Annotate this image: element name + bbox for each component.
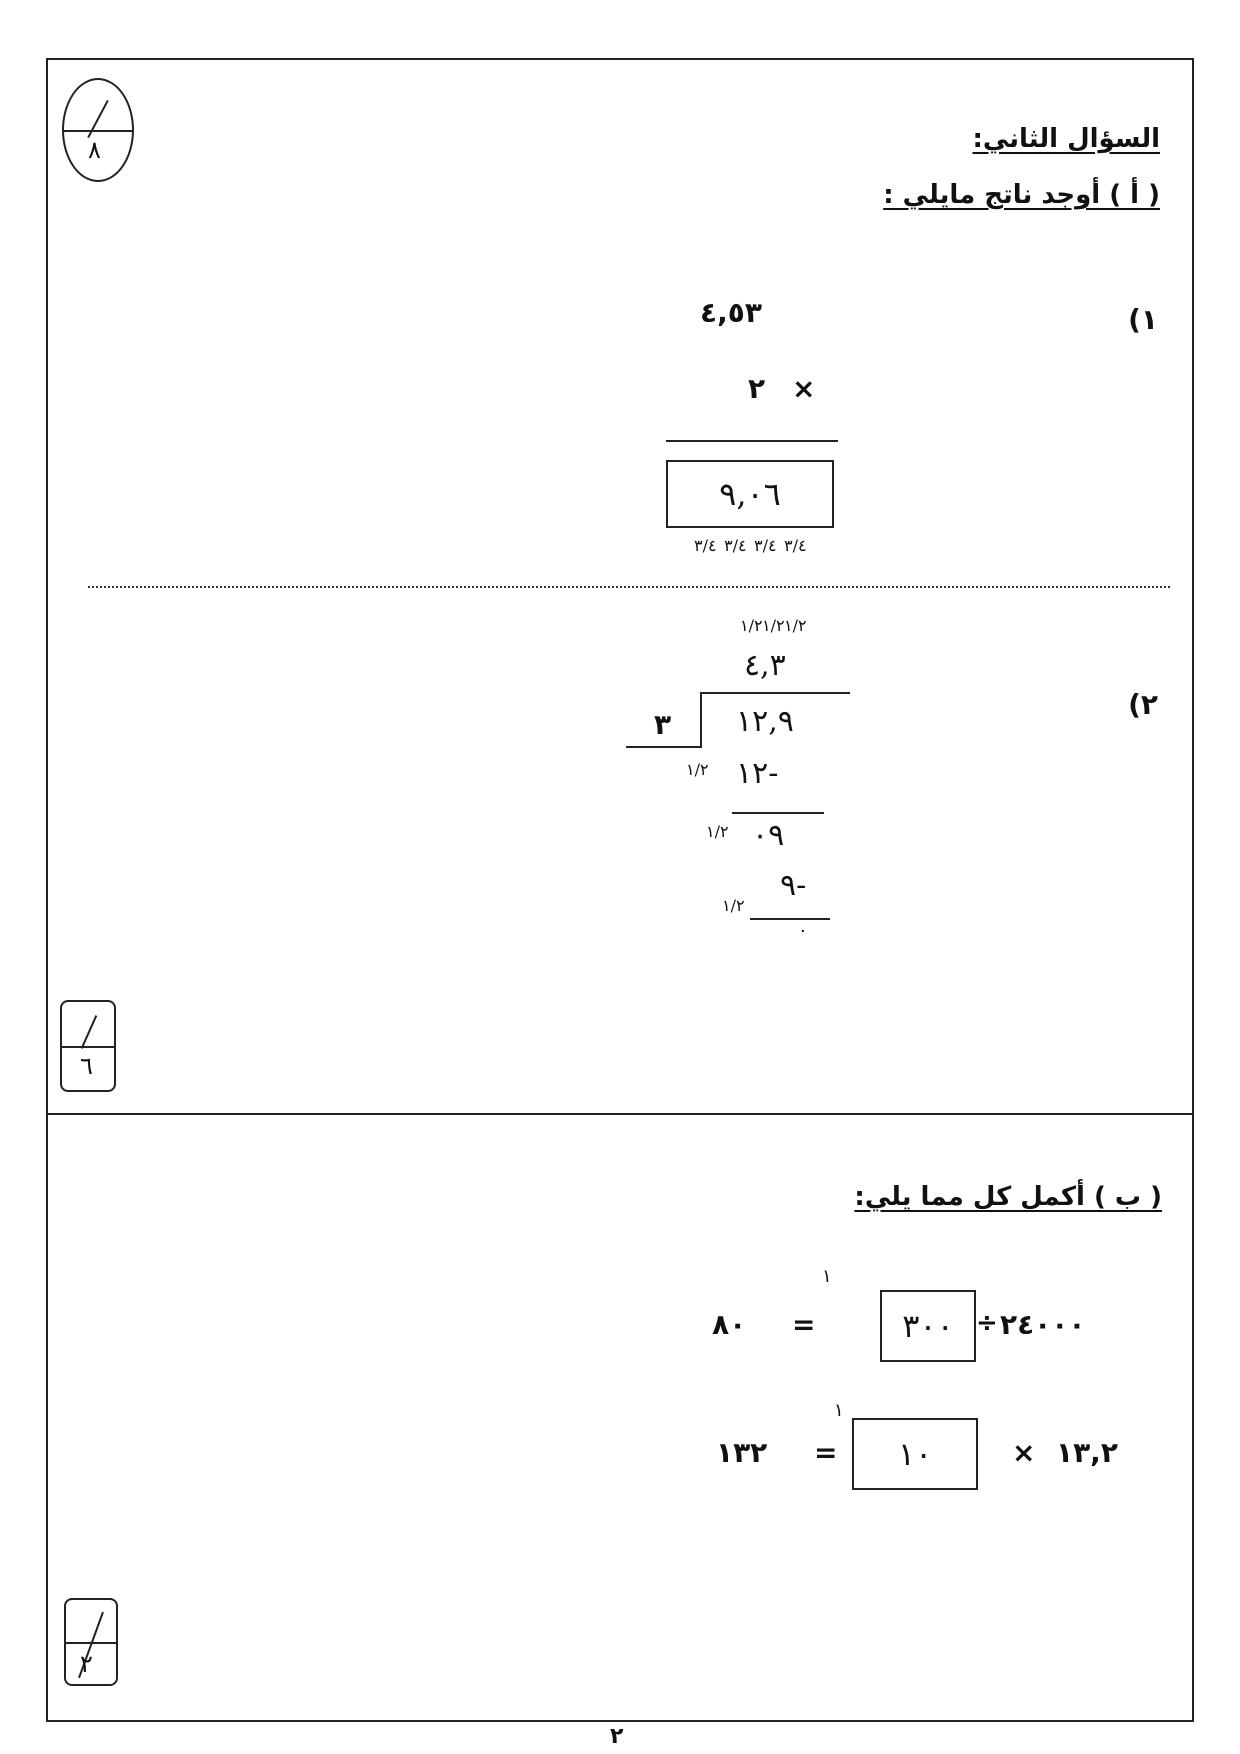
mark-fraction: ٣/٤ xyxy=(754,536,777,555)
divisor: ٣ xyxy=(654,708,672,741)
eq2-operator: × xyxy=(1012,1436,1036,1469)
mark-fraction: ١/٢ xyxy=(706,822,729,841)
part-a-score-box xyxy=(60,1000,116,1092)
multiplicand: ٤,٥٣ xyxy=(700,296,762,329)
problem-2-label: ٢) xyxy=(1128,688,1158,721)
dotted-separator xyxy=(88,586,1170,588)
mark-fraction: ١/٢ xyxy=(762,616,785,635)
total-score-value: ٨ xyxy=(88,136,101,164)
eq2-answer: ١٠ xyxy=(897,1435,933,1473)
mark-fraction: ١/٢ xyxy=(722,896,745,915)
mark-fraction: ١/٢ xyxy=(740,616,763,635)
multiplier: ٢ xyxy=(748,372,766,405)
eq1-equals: = xyxy=(792,1308,816,1341)
eq2-left: ١٣,٢ xyxy=(1056,1436,1118,1469)
mark-fraction: ٣/٤ xyxy=(694,536,717,555)
eq2-mark: ١ xyxy=(834,1400,844,1421)
mark-fraction: ١/٢ xyxy=(686,760,709,779)
mark-fraction: ٣/٤ xyxy=(724,536,747,555)
remainder: ٠ xyxy=(798,920,808,941)
multiply-operator: × xyxy=(792,372,816,405)
part-b-score-box xyxy=(64,1598,118,1686)
subtraction-step-3: ٩- xyxy=(780,868,807,903)
subtraction-line-2 xyxy=(750,918,830,920)
score-divider-line xyxy=(62,1046,114,1048)
subtraction-line-1 xyxy=(732,812,824,814)
score-divider-line xyxy=(64,130,132,132)
total-score-oval xyxy=(62,78,134,182)
question-title: السؤال الثاني: xyxy=(972,124,1160,154)
dividend: ١٢,٩ xyxy=(736,704,794,739)
eq1-mark: ١ xyxy=(822,1266,832,1287)
part-a-score-value: ٦ xyxy=(80,1052,93,1080)
division-bar xyxy=(700,692,850,694)
eq2-answer-box xyxy=(852,1418,978,1490)
part-b-heading: ( ب ) أكمل كل مما يلي: xyxy=(854,1182,1162,1212)
eq2-result: ١٣٢ xyxy=(716,1436,768,1469)
part-b-score-value: ٢ xyxy=(80,1650,93,1678)
multiplication-line xyxy=(666,440,838,442)
eq1-result: ٨٠ xyxy=(712,1308,747,1341)
division-bracket xyxy=(700,692,702,748)
score-slash xyxy=(81,1015,97,1049)
mark-fraction: ١/٢ xyxy=(784,616,807,635)
answer-box-1 xyxy=(666,460,834,528)
eq1-answer: ٣٠٠ xyxy=(902,1307,954,1345)
mark-fraction: ٣/٤ xyxy=(784,536,807,555)
eq1-left: ٢٤٠٠٠ xyxy=(1000,1308,1086,1341)
problem-1-label: ١) xyxy=(1128,303,1158,336)
answer-1-value: ٩,٠٦ xyxy=(719,475,781,513)
divisor-underline xyxy=(626,746,702,748)
subtraction-step-1: ١٢- xyxy=(736,756,779,791)
section-divider xyxy=(46,1113,1194,1115)
subtraction-step-2: ٠٩ xyxy=(752,818,785,853)
eq1-operator: ÷ xyxy=(976,1308,998,1338)
eq1-answer-box xyxy=(880,1290,976,1362)
eq2-equals: = xyxy=(814,1436,838,1469)
part-a-heading: ( أ ) أوجد ناتج مايلي : xyxy=(883,180,1160,210)
quotient: ٤,٣ xyxy=(744,648,786,683)
page-frame xyxy=(46,58,1194,1722)
page-number: ٢ xyxy=(610,1724,624,1749)
score-slash xyxy=(87,100,108,138)
